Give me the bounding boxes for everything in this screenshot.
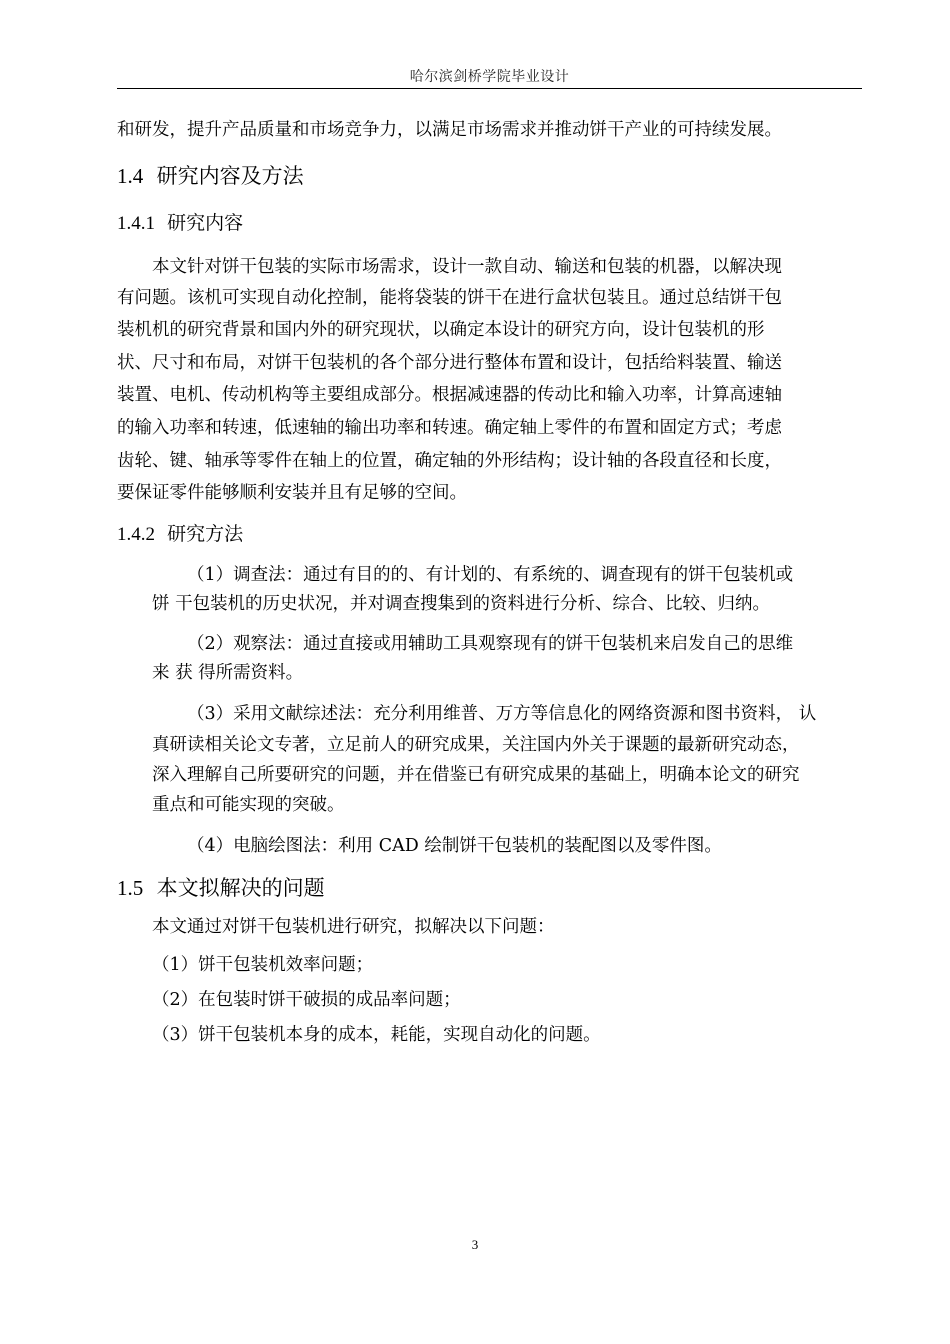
paragraph-line: 装置、电机、传动机构等主要组成部分。根据减速器的传动比和输入功率，计算高速轴 — [117, 385, 782, 405]
method-line: （1）调查法：通过有目的的、有计划的、有系统的、调查现有的饼干包装机或 — [187, 565, 794, 585]
method-line: 重点和可能实现的突破。 — [152, 795, 345, 815]
section-number: 1.4 — [117, 164, 144, 188]
method-line: 来 获 得所需资料。 — [152, 663, 304, 683]
section-1-4-heading — [117, 162, 304, 190]
section-number: 1.5 — [117, 876, 144, 900]
page-header-title: 哈尔滨剑桥学院毕业设计 — [409, 69, 570, 85]
paragraph-line: 齿轮、键、轴承等零件在轴上的位置，确定轴的外形结构；设计轴的各段直径和长度， — [117, 451, 782, 471]
paragraph-line: 装机机的研究背景和国内外的研究现状，以确定本设计的研究方向，设计包装机的形 — [117, 320, 765, 340]
problem-list-item: （2）在包装时饼干破损的成品率问题； — [152, 990, 461, 1010]
paragraph-line: 有问题。该机可实现自动化控制，能将袋装的饼干在进行盒状包装且。通过总结饼干包 — [117, 288, 782, 308]
paragraph-line: 状、尺寸和布局，对饼干包装机的各个部分进行整体布置和设计，包括给料装置、输送 — [117, 353, 782, 373]
section-number: 1.4.1 — [117, 213, 155, 234]
intro-paragraph-line: 和研发，提升产品质量和市场竞争力，以满足市场需求并推动饼干产业的可持续发展。 — [117, 120, 782, 140]
header-divider — [117, 88, 862, 89]
method-line: 深入理解自己所要研究的问题，并在借鉴已有研究成果的基础上，明确本论文的研究 — [152, 765, 800, 785]
method-line: （3）采用文献综述法：充分利用维普、万方等信息化的网络资源和图书资料， 认 — [187, 704, 817, 724]
section-1-5-intro: 本文通过对饼干包装机进行研究，拟解决以下问题： — [152, 917, 555, 937]
paragraph-line: 本文针对饼干包装的实际市场需求，设计一款自动、输送和包装的机器，以解决现 — [152, 257, 782, 277]
method-line: （2）观察法：通过直接或用辅助工具观察现有的饼干包装机来启发自己的思维 — [187, 634, 794, 654]
section-title: 研究内容及方法 — [156, 164, 304, 188]
section-1-5-heading — [117, 874, 325, 902]
paragraph-line: 要保证零件能够顺利安装并且有足够的空间。 — [117, 483, 467, 503]
method-line: 真研读相关论文专著，立足前人的研究成果，关注国内外关于课题的最新研究动态， — [152, 735, 800, 755]
section-number: 1.4.2 — [117, 524, 155, 545]
paragraph-line: 的输入功率和转速，低速轴的输出功率和转速。确定轴上零件的布置和固定方式；考虑 — [117, 418, 782, 438]
page-number: 3 — [471, 1237, 479, 1252]
problem-list-item: （1）饼干包装机效率问题； — [152, 955, 374, 975]
section-title: 研究方法 — [167, 523, 244, 545]
section-title: 研究内容 — [167, 212, 244, 234]
problem-list-item: （3）饼干包装机本身的成本，耗能，实现自动化的问题。 — [152, 1025, 601, 1045]
section-1-4-1-heading — [117, 210, 243, 237]
section-1-4-2-heading — [117, 521, 243, 548]
section-title: 本文拟解决的问题 — [156, 876, 325, 900]
method-line: 饼 干包装机的历史状况，并对调查搜集到的资料进行分析、综合、比较、归纳。 — [152, 594, 771, 614]
method-line: （4）电脑绘图法：利用 CAD 绘制饼干包装机的装配图以及零件图。 — [187, 836, 722, 856]
